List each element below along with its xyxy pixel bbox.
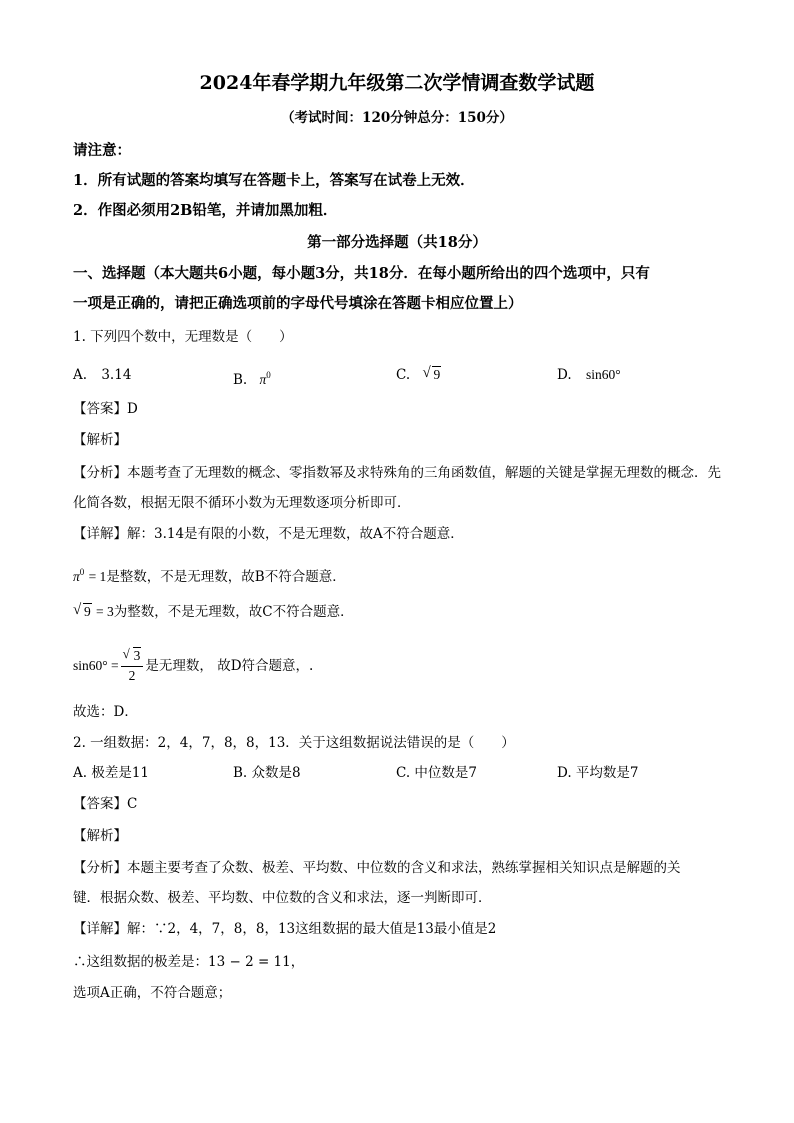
q1-option-c-sqrt: √ 9 xyxy=(422,365,441,382)
q1-detail4-text: 是无理数， 故D符合题意，. xyxy=(145,657,314,674)
q2-analysis-line2: 键．根据众数、极差、平均数、中位数的含义和求法，逐一判断即可． xyxy=(73,890,492,906)
q1-detail2-exp: 0 xyxy=(79,567,85,577)
q1-detail2-base: π xyxy=(73,569,80,584)
q1-option-c-label: C. xyxy=(396,367,411,383)
section1-instructions-line2: 一项是正确的，请把正确选项前的字母代号填涂在答题卡相应位置上） xyxy=(73,295,523,312)
q1-option-b-label: B. xyxy=(233,372,248,388)
q2-option-a: A. 极差是11 xyxy=(73,765,150,781)
q1-detail4-lhs: sin60° = xyxy=(73,657,119,673)
q2-option-d: D. 平均数是7 xyxy=(557,765,639,781)
q1-analysis-line2: 化简各数，根据无限不循环小数为无理数逐项分析即可． xyxy=(73,495,411,511)
q1-option-a xyxy=(73,365,131,385)
q1-conclusion: 故选：D． xyxy=(73,704,138,720)
q2-option-b: B. 众数是8 xyxy=(233,765,301,781)
q1-detail4-fraction: √ 3 2 xyxy=(121,646,144,685)
q1-option-c-radicand: 9 xyxy=(433,367,441,382)
q2-detail-line2: ∴这组数据的极差是：13 − 2 = 11， xyxy=(73,954,305,970)
q2-analysis-line1: 【分析】本题主要考查了众数、极差、平均数、中位数的含义和求法，熟练掌握相关知识点是解题的关 xyxy=(73,860,681,876)
q1-stem: 1. 下列四个数中，无理数是（ ） xyxy=(73,329,293,345)
q2-detail-line1: 【详解】解：∵2，4，7，8，8，13这组数据的最大值是13最小值是2 xyxy=(73,921,497,937)
exam-subtitle: （考试时间：120分钟总分：150分） xyxy=(281,110,513,126)
q1-detail3-text: 为整数，不是无理数，故C不符合题意． xyxy=(113,604,354,620)
q1-detail3-radicand: 9 xyxy=(84,604,91,619)
section1-instructions-line1: 一、选择题（本大题共6小题，每小题3分，共18分．在每小题所给出的四个选项中，只有 xyxy=(73,265,650,282)
q1-option-d-value: sin60° xyxy=(585,367,621,382)
q1-option-b-exp: 0 xyxy=(266,370,271,380)
q1-analysis-line1: 【分析】本题考查了无理数的概念、零指数幂及求特殊角的三角函数值，解题的关键是掌握无理数的概念．先 xyxy=(73,465,721,481)
q1-detail-line3 xyxy=(73,602,354,622)
q1-option-c xyxy=(396,365,441,385)
q1-option-b xyxy=(233,365,271,390)
q2-analysis-tag: 【解析】 xyxy=(73,828,127,844)
q1-detail-line4 xyxy=(73,646,313,685)
q2-stem: 2. 一组数据：2，4，7，8，8，13．关于这组数据说法错误的是（ ） xyxy=(73,735,515,751)
q1-option-d-label: D. xyxy=(557,367,572,383)
part1-heading: 第一部分选择题（共18分） xyxy=(307,234,487,251)
q1-detail4-den: 2 xyxy=(128,668,136,683)
q1-detail2-eq: = 1 xyxy=(88,569,107,584)
q2-option-c: C. 中位数是7 xyxy=(396,765,478,781)
q1-detail4-num: 3 xyxy=(133,648,141,663)
q1-detail-line1: 【详解】解：3.14是有限的小数，不是无理数，故A不符合题意． xyxy=(73,526,464,542)
q1-option-d xyxy=(557,365,621,385)
notice-heading: 请注意： xyxy=(73,142,131,159)
q1-answer: 【答案】D xyxy=(73,401,138,417)
q1-detail-line2 xyxy=(73,562,346,587)
q2-answer: 【答案】C xyxy=(73,796,138,812)
q1-option-a-label: A. xyxy=(73,367,88,383)
notice-item-2: 2．作图必须用2B铅笔，并请加黑加粗． xyxy=(73,202,338,219)
notice-item-1: 1．所有试题的答案均填写在答题卡上，答案写在试卷上无效． xyxy=(73,172,475,189)
q1-detail3-eq: = 3 xyxy=(96,604,114,619)
q1-option-a-value: 3.14 xyxy=(101,367,132,383)
q1-analysis-tag: 【解析】 xyxy=(73,432,127,448)
q1-detail3-sqrt: √ 9 xyxy=(73,602,91,619)
q1-option-b-base: π xyxy=(259,372,267,387)
q2-detail-line3: 选项A正确，不符合题意； xyxy=(73,985,232,1001)
exam-title: 2024年春学期九年级第二次学情调查数学试题 xyxy=(199,72,595,94)
q1-detail2-text: 是整数，不是无理数，故B不符合题意． xyxy=(106,569,346,585)
